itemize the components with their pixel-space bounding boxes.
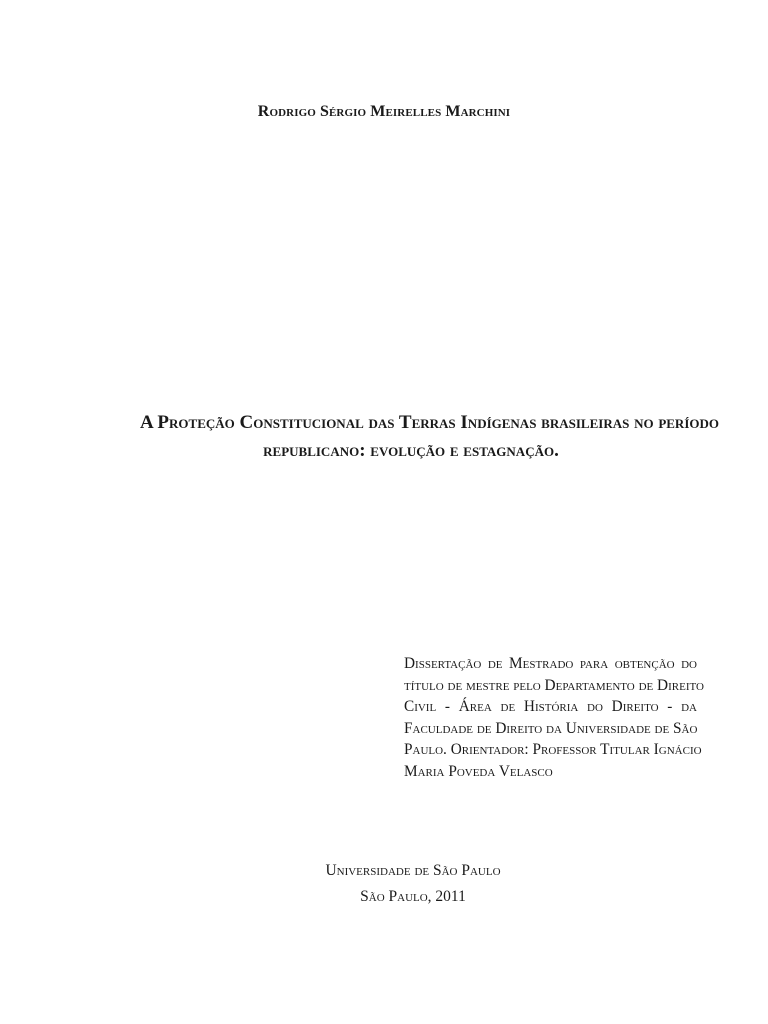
description-line: Dissertação de Mestrado para obtenção do — [404, 655, 697, 672]
description-line: Civil - Área de História do Direito - da — [404, 698, 697, 715]
author-name: Rodrigo Sérgio Meirelles Marchini — [257, 103, 511, 120]
dissertation-title — [140, 409, 719, 465]
dissertation-description — [404, 653, 704, 782]
description-line: título de mestre pelo Departamento de Direito — [404, 676, 704, 694]
title-line: republicano: evolução e estagnação. — [263, 440, 559, 461]
title-line: A Proteção Constitucional das Terras Indígenas brasileiras no período — [140, 412, 719, 433]
institution-name: Universidade de São Paulo — [325, 862, 501, 879]
description-line: Paulo. Orientador: Professor Titular Ignácio — [404, 741, 702, 758]
description-line: Faculdade de Direito da Universidade de São — [404, 719, 698, 737]
place-and-year: São Paulo, 2011 — [360, 888, 466, 905]
description-line: Maria Poveda Velasco — [404, 762, 553, 780]
